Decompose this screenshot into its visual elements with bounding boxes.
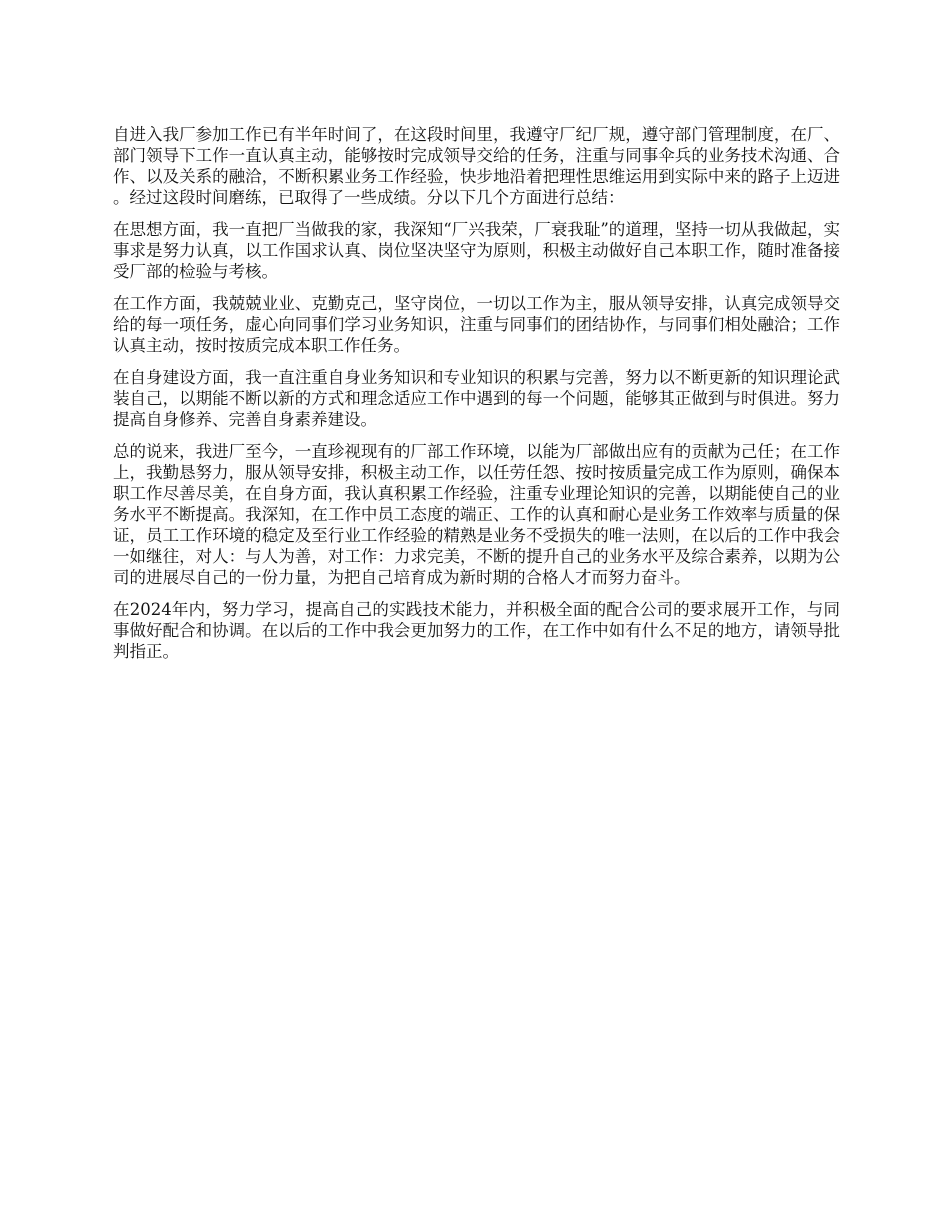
document-body [113, 124, 840, 673]
paragraph-work: 在工作方面，我兢兢业业、克勤克己，坚守岗位，一切以工作为主，服从领导安排，认真完成领导交给的每一项任务，虚心向同事们学习业务知识，注重与同事们的团结协作，与同事们相处融洽；工作认真主动，按时按质完成本职工作任务。 [113, 294, 840, 355]
paragraph-ideology: 在思想方面，我一直把厂当做我的家，我深知“厂兴我荣，厂衰我耻”的道理，坚持一切从我做起，实事求是努力认真，以工作国求认真、岗位坚决坚守为原则，积极主动做好自己本职工作，随时准备接受厂部的检验与考核。 [113, 220, 840, 281]
paragraph-outlook: 在2024年内，努力学习，提高自己的实践技术能力，并积极全面的配合公司的要求展开工作，与同事做好配合和协调。在以后的工作中我会更加努力的工作，在工作中如有什么不足的地方，请领导批判指正。 [113, 600, 840, 661]
paragraph-intro: 自进入我厂参加工作已有半年时间了，在这段时间里，我遵守厂纪厂规，遵守部门管理制度，在厂、部门领导下工作一直认真主动，能够按时完成领导交给的任务，注重与同事伞兵的业务技术沟通、合作、以及关系的融洽，不断积累业务工作经验，快步地沿着把理性思维运用到实际中来的路子上迈进。经过这段时间磨练，已取得了一些成绩。分以下几个方面进行总结： [113, 125, 840, 207]
paragraph-summary: 总的说来，我进厂至今，一直珍视现有的厂部工作环境，以能为厂部做出应有的贡献为己任；在工作上，我勤恳努力，服从领导安排，积极主动工作，以任劳任怨、按时按质量完成工作为原则，确保本职工作尽善尽美，在自身方面，我认真积累工作经验，注重专业理论知识的完善，以期能使自己的业务水平不断提高。我深知，在工作中员工态度的端正、工作的认真和耐心是业务工作效率与质量的保证，员工工作环境的稳定及至行业工作经验的精熟是业务不受损失的唯一法则，在以后的工作中我会一如继往，对人：与人为善，对工作：力求完美，不断的提升自己的业务水平及综合素养，以期为公司的进展尽自己的一份力量，为把自己培育成为新时期的合格人才而努力奋斗。 [113, 442, 840, 587]
paragraph-self-development: 在自身建设方面，我一直注重自身业务知识和专业知识的积累与完善，努力以不断更新的知识理论武装自己，以期能不断以新的方式和理念适应工作中遇到的每一个问题，能够其正做到与时俱进。努力提高自身修养、完善自身素养建设。 [113, 368, 840, 429]
